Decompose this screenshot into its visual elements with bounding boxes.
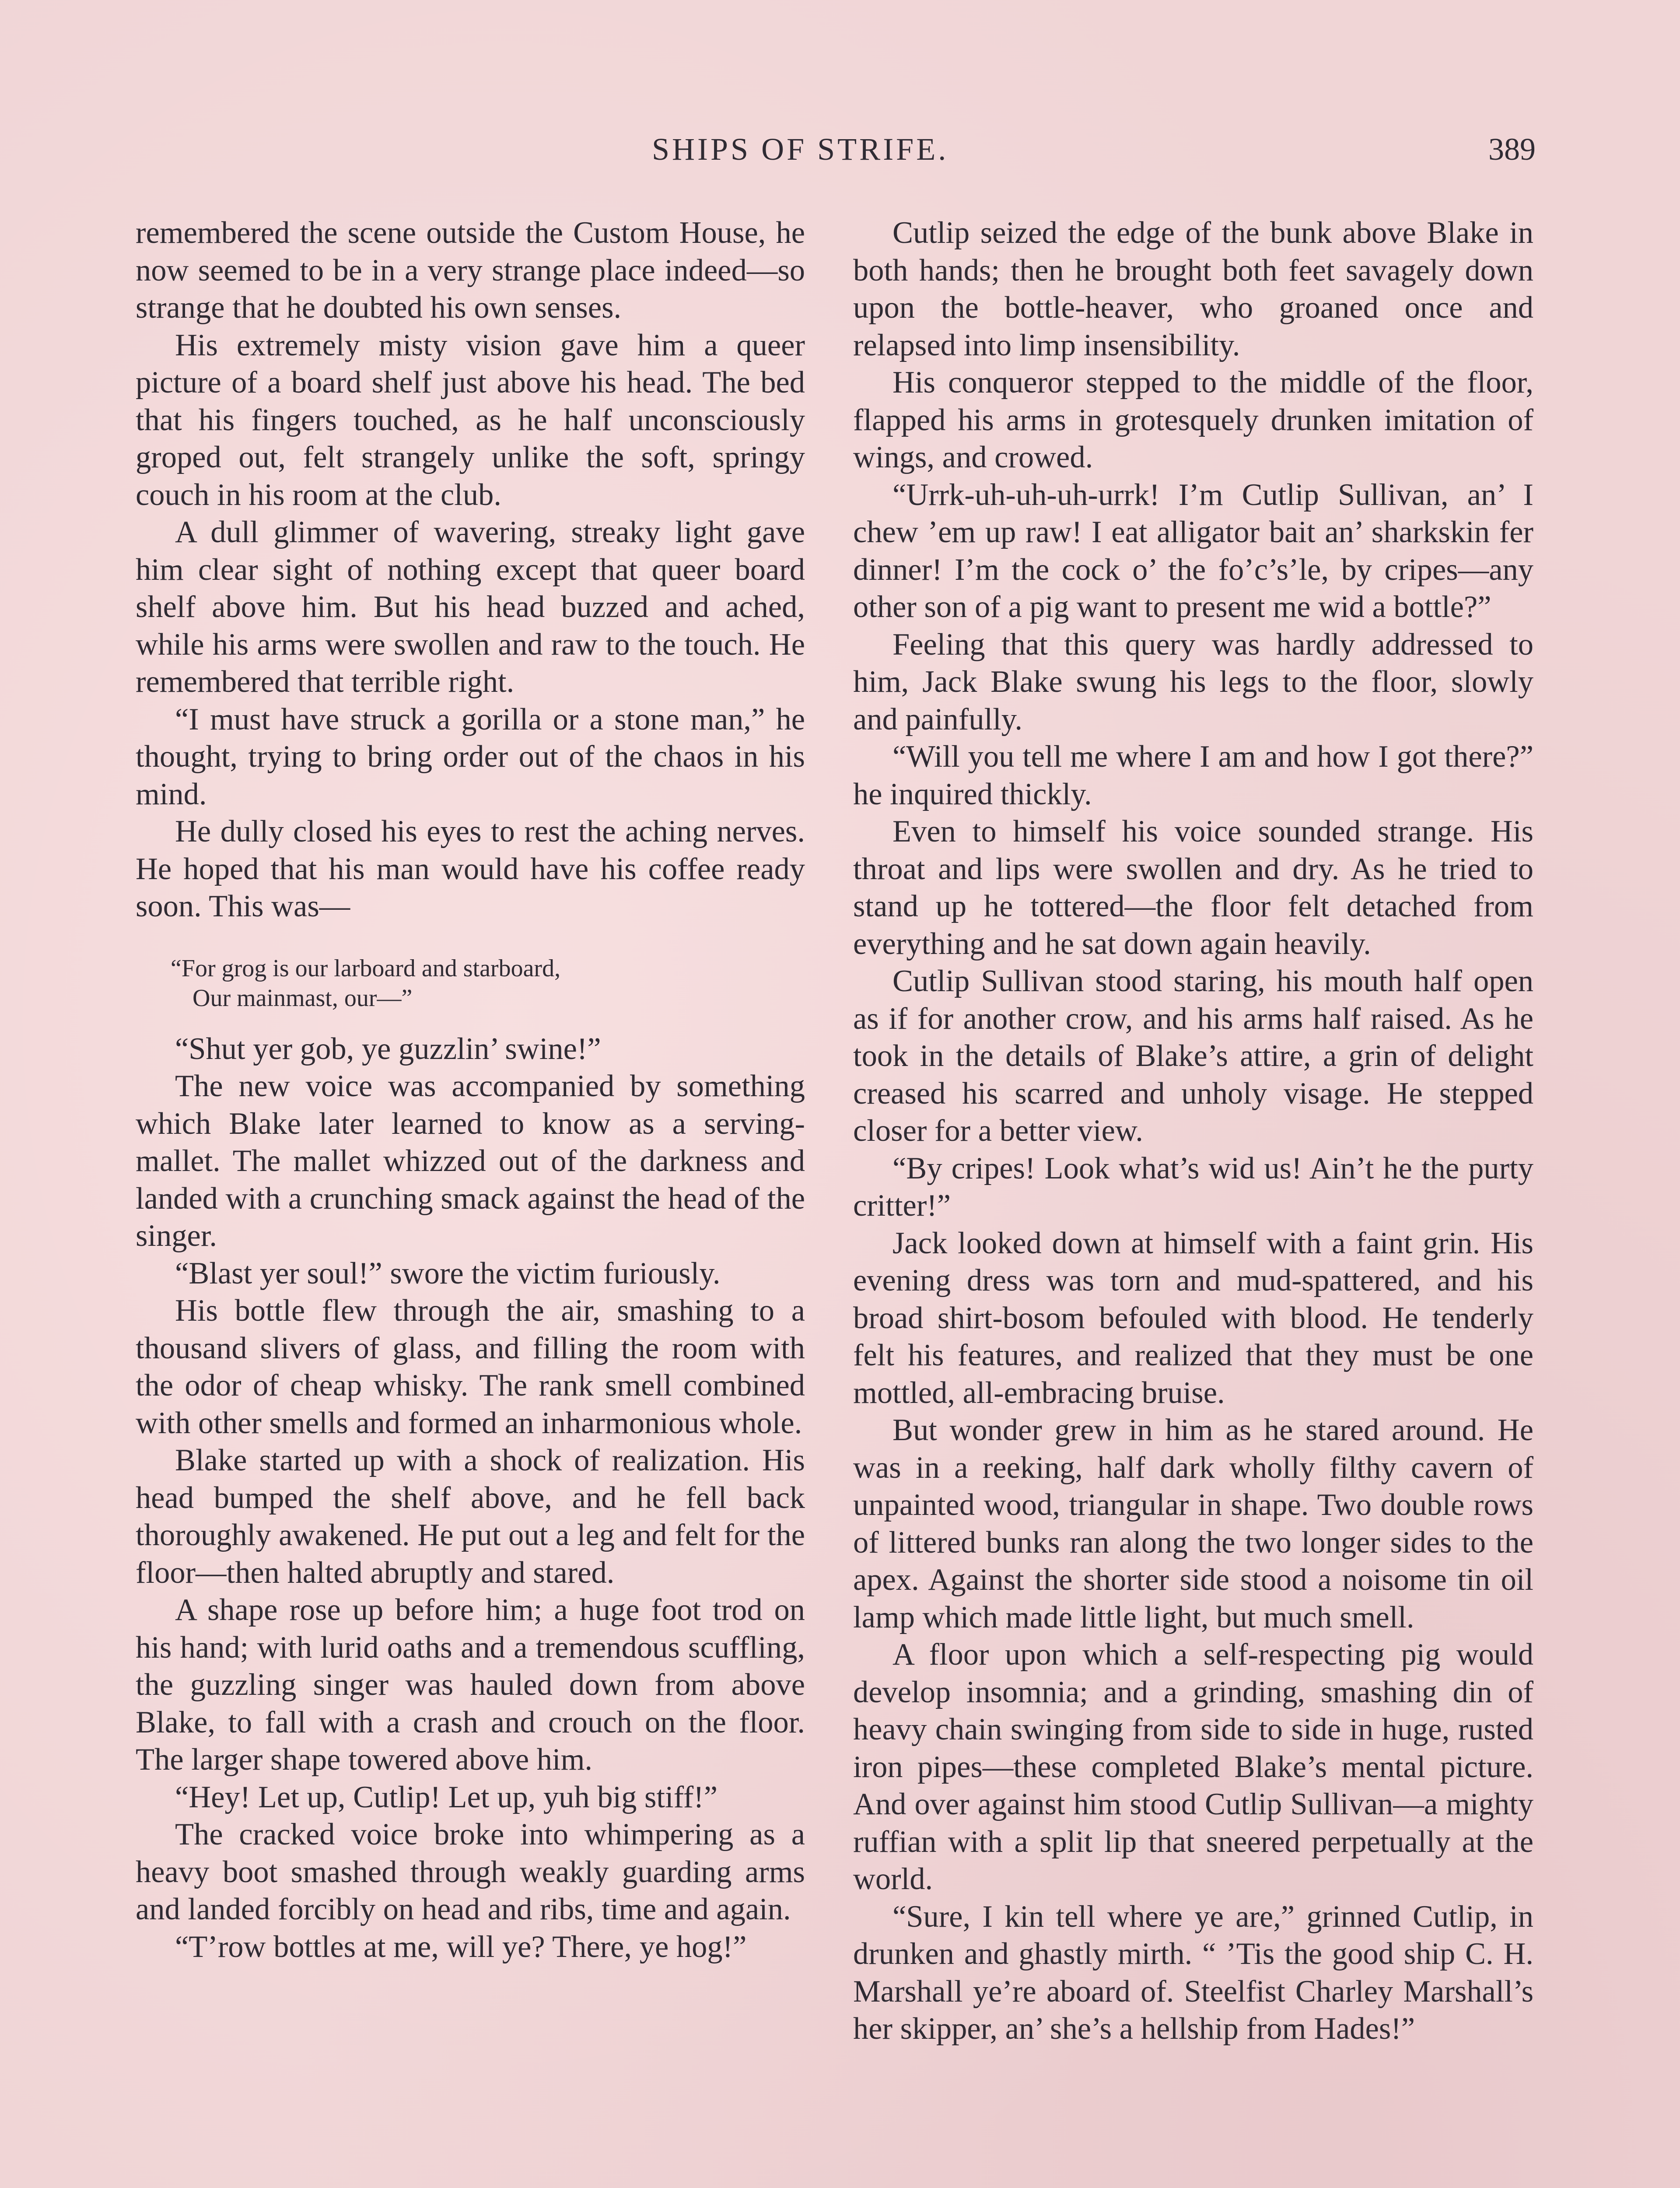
paragraph: “Shut yer gob, ye guzzlin’ swine!” [175, 1031, 601, 1066]
paragraph: remembered the scene outside the Custom House, he now seemed to be in a very strange place indeed—so strange that he doubted his own senses. [136, 216, 805, 325]
paragraph: “Sure, I kin tell where ye are,” grinned Cutlip, in drunken and ghastly mirth. “ ’Tis the good ship C. H. Marshall ye’re aboard of. Steelfist Charley Marshall’s her skipper, an’ she’s a hellship from Hades!” [853, 1899, 1533, 2046]
paragraph: Even to himself his voice sounded strange. His throat and lips were swollen and dry. As he tried to stand up he tottered—the floor felt detached from everything and he sat down again heavily. [853, 814, 1533, 961]
paragraph: A dull glimmer of wavering, streaky light gave him clear sight of nothing except that queer board shelf above him. But his head buzzed and ached, while his arms were swollen and raw to the touch. He remembered that terrible right. [136, 515, 805, 699]
page-number: 389 [1488, 132, 1536, 167]
paragraph: His extremely misty vision gave him a queer picture of a board shelf just above his head. The bed that his fingers touched, as he half unconsciously groped out, felt strangely unlike the soft, springy couch in his room at the club. [136, 328, 805, 512]
running-title: SHIPS OF STRIFE. [652, 132, 949, 167]
paragraph: Cutlip seized the edge of the bunk above Blake in both hands; then he brought both feet savagely down upon the bottle-heaver, who groaned once and relapsed into limp insensibility. [853, 216, 1533, 362]
page-header [144, 131, 1536, 184]
paragraph: He dully closed his eyes to rest the aching nerves. He hoped that his man would have his coffee ready soon. This was— [136, 814, 805, 923]
paragraph: His bottle flew through the air, smashing to a thousand slivers of glass, and filling the room with the odor of cheap whisky. The rank smell combined with other smells and formed an inharmonious whole. [136, 1294, 805, 1440]
paragraph: “Will you tell me where I am and how I got there?” he inquired thickly. [853, 740, 1533, 811]
paragraph: His conqueror stepped to the middle of the floor, flapped his arms in grotesquely drunken imitation of wings, and crowed. [853, 365, 1533, 474]
paragraph: The cracked voice broke into whimpering as a heavy boot smashed through weakly guarding arms and landed forcibly on head and ribs, time and again. [136, 1817, 805, 1926]
paragraph: The new voice was accompanied by something which Blake later learned to know as a serving-mallet. The mallet whizzed out of the darkness and landed with a crunching smack against the head of the singer. [136, 1069, 805, 1253]
paragraph: “T’row bottles at me, will ye? There, ye hog!” [175, 1929, 747, 1964]
paragraph: Feeling that this query was hardly addressed to him, Jack Blake swung his legs to the floor, slowly and painfully. [853, 627, 1533, 736]
paragraph: “Urrk-uh-uh-uh-urrk! I’m Cutlip Sullivan, an’ I chew ’em up raw! I eat alligator bait an’ sharkskin fer dinner! I’m the cock o’ the fo’c’s’le, by cripes—any other son of a pig want to present me wid a bottle?” [853, 477, 1533, 624]
song-verse [171, 954, 805, 1013]
paragraph: A floor upon which a self-respecting pig would develop insomnia; and a grinding, smashing din of heavy chain swinging from side to side in huge, rusted iron pipes—these completed Blake’s mental picture. And over against him stood Cutlip Sullivan—a mighty ruffian with a split lip that sneered perpetually at the world. [853, 1637, 1533, 1896]
left-column [136, 214, 805, 1966]
paragraph: “I must have struck a gorilla or a stone man,” he thought, trying to bring order out of the chaos in his mind. [136, 702, 805, 811]
paragraph: Cutlip Sullivan stood staring, his mouth half open as if for another crow, and his arms half raised. As he took in the details of Blake’s attire, a grin of delight creased his scarred and unholy visage. He stepped closer for a better view. [853, 964, 1533, 1148]
paragraph: Jack looked down at himself with a faint grin. His evening dress was torn and mud-spattered, and his broad shirt-bosom befouled with blood. He tenderly felt his features, and realized that they must be one mottled, all-embracing bruise. [853, 1226, 1533, 1410]
paragraph: A shape rose up before him; a huge foot trod on his hand; with lurid oaths and a tremendous scuffling, the guzzling singer was hauled down from above Blake, to fall with a crash and crouch on the floor. The larger shape towered above him. [136, 1593, 805, 1777]
paragraph: But wonder grew in him as he stared around. He was in a reeking, half dark wholly filthy cavern of unpainted wood, triangular in shape. Two double rows of littered bunks ran along the two longer sides to the apex. Against the shorter side stood a noisome tin oil lamp which made little light, but much smell. [853, 1413, 1533, 1634]
right-column [853, 214, 1533, 2048]
paragraph: “By cripes! Look what’s wid us! Ain’t he the purty critter!” [853, 1151, 1533, 1223]
paragraph: “Hey! Let up, Cutlip! Let up, yuh big stiff!” [175, 1780, 718, 1814]
paragraph: Blake started up with a shock of realization. His head bumped the shelf above, and he fell back thoroughly awakened. He put out a leg and felt for the floor—then halted abruptly and stared. [136, 1443, 805, 1590]
verse-line: Our mainmast, our—” [192, 984, 413, 1012]
verse-line: “For grog is our larboard and starboard, [171, 954, 561, 982]
paragraph: “Blast yer soul!” swore the victim furiously. [175, 1256, 721, 1290]
